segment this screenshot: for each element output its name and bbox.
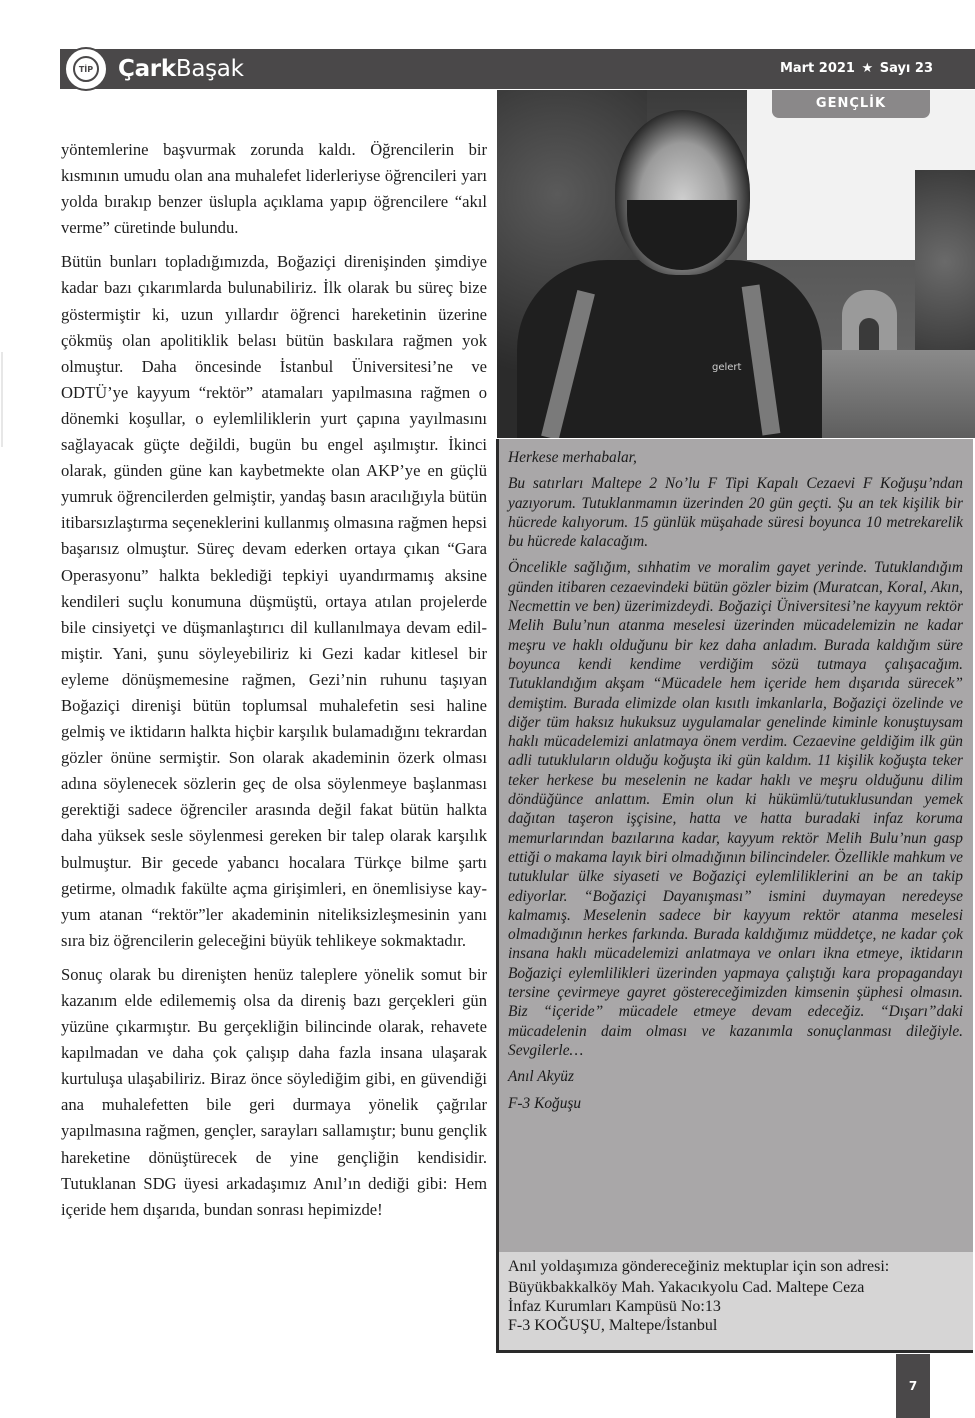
party-seal-icon [64,47,108,91]
article-body [61,137,487,1231]
address-line-1: Büyükbakkalköy Mah. Yakacıkyolu Cad. Maltepe Ceza [508,1278,865,1296]
mailing-address [496,1252,973,1353]
brand-name [118,56,244,82]
letter-paragraph: Bu satırları Maltepe 2 No’lu F Tipi Kapalı Cezaevi F Koğuşu’ndan yazıyorum. Tutuklanmamın üzerinden 20 gün geçti. Şu an tek kişilik bir hücrede kalıyorum. 15 günlük müşahade süresi boyunca 10 metrekarelik bu hücrede kalacağım. [508,475,963,551]
address-line-2: İnfaz Kurumları Kampüsü No:13 [508,1297,721,1315]
brand-part-2: Başak [175,56,244,82]
issue-info [780,49,933,89]
photo-gate [842,290,897,350]
star-icon: ★ [861,61,874,76]
issue-number: Sayı 23 [879,61,933,76]
photo-shirt-brand: gelert [712,362,742,373]
letter-signature-ward: F-3 Koğuşu [508,1094,582,1112]
article-paragraph: yöntemlerine başvurmak zorunda kaldı. Öğrencilerin bir kısmının umudu olan ana muhalefet liderleriyse öğrencileri yarı yolda bırakıp benzer üslupla açıklama yapıp öğrencilere “akıl verme” cüretinde bulundu. [61,140,487,238]
brand-part-1: Çark [118,56,176,82]
issue-date: Mart 2021 [779,61,855,76]
section-tab: GENÇLİK [772,90,930,118]
article-paragraph: Bütün bunları topladığımızda, Boğaziçi direnişinden şimdiye kadar bazı çıkarımlarda bulunabiliriz. İlk olarak bu süreç bize göstermiştir ki, uzun yıllardır öğrenci hareketinin üzerine çökmüş olan apolitiklik belası bütün baskılara rağmen yok olmuştur. Daha öncesinde İstanbul Üniversitesi’ne ve ODTÜ’ye kayyum “rektör” atamaları yapılmasına rağmen o dönemki koşullar, o eylemliliklerin yurt çapına yayılmasını sağlayacak güçte değildi, bugün bu engel aşılmıştır. İkinci olarak, günden güne kan kaybetmekte olan AKP’ye en güçlü yumruk öğrencilerden gelmiştir, yandaş basın aracılığıyla bütün itibarsızlaştırma seçeneklerini kullanmış olmasına rağmen hepsi başarısız olmuştur. Süreç devam ederken ortaya çıkan “Gara Operasyonu” halkta beklediği tepkiyi uyandırmamış aksine kendileri suçlu konumuna düşmüştü, ortaya atılan projelerde bile cinsiyetçi ve düşmanlaştırıcı dil kullanılmaya devam edilmiştir. Yani, şunu söyleyebiliriz ki Gezi kadar kitlesel bir eyleme dönüşmemesine rağmen, Gezi’nin ruhunu taşıyan Boğaziçi direnişi bütün toplumsal muhalefetin sesi haline gelmiş ve iktidarın halkta hiçbir karşılık bulamadığını tekrardan gözler önüne sermiştir. Son olarak akademinin özerk olması adına söylenecek sözlerin geç de olsa söylenmeye başlanması gerektiği sadece öğrenciler arasında değil fakat bütün halkta daha yüksek sesle söylenmesi gereken bir talep olarak karşılık bulmuştur. Bir gecede yabancı hocalara Türkçe bilme şartı getirme, olmadık fakülte açma girişimleri, en önemlisiyse kayyum atanan “rektör”ler akademinin niteliksizleşmesinin yanı sıra biz öğrencilerin geleceğini büyük tehlikeye sokmaktadır. [61,252,487,950]
seal-text: TİP [73,56,99,82]
letter-paragraph: Öncelikle sağlığım, sıhhatim ve moralim gayet yerinde. Tutuklandığım günden itibaren cezaevindeki bütün gözler bizim (Muratcan, Koral, Akın, Necmettin ve ben) üzerimizdeydi. Boğaziçi Üniversitesi’ne kayyum rektör Melih Bulu’nun atanma meselesi üzerinden mücadelemizin ne kadar meşru ve haklı olduğunu bir kez daha anladım. Burada kaldığım süre boyunca kendi kendime verdiğim sözü tutmaya çalışacağım. Tutuklandığım akşam “Mücadele hem içeride hem dışarıda sürecek” demiştim. Burada elimizde olan kısıtlı imkanlarla, Boğaziçi özelinde ve diğer tüm haksız hukuksuz uygulamalar genelinde kiminle konuştuysam haklı mücadelemizi anlatmaya önem verdim. Cezaevine geldiğim ilk gün adli tutukluların olduğu koğuşta iki gün kaldım. 11 kişilik koğuşta teker teker herkese bu meselenin ne kadar haklı ve meşru olduğunu dilim döndüğünce anlattım. Emin olun ki hükümlü/tutuklusundan yemek dağıtan taşeron işçisine, hatta ve hatta buradaki infaz koruma memurlarından bazılarına kadar, kayyum rektör Melih Bulu’nun gasp ettiği o makama layık biri olmadığının bilincindeler. Özellikle mahkum ve tutuklular ülke siyaseti ve Boğaziçi eylemliliklerini an be an takip ediyorlar. “Boğaziçi Dayanışması” ismini duymayan neredeyse kalmamış. Meselenin sadece bir kayyum rektör atanma meselesi olmadığının herkes farkında. Burada kaldığımız müddetçe, ne kadar çok insana haklı mücadelemizi anlatmaya ve onları ikna etmeye, iktidarın Boğaziçi eylemlilikleri üzerinden yapmaya çalıştığı kara propagandayı tersine çevirmeye gayret göstereceğimizden kimsenin şüphesi olmasın. Biz “içeride” mücadele etmeye devam edeceğiz. “Dışarı”daki mücadelenin daim olması ve kazanımla sonuçlanması dileğiyle. Sevgilerle… [508,559,963,1059]
article-paragraph: Sonuç olarak bu direnişten henüz taleplere yönelik somut bir kazanım elde edilememiş olsa da direniş bazı gerçekleri gün yüzüne çıkarmıştır. Bu gerçekliğin bilincinde olarak, rehavete kapılmadan ve daha çok çalışıp daha fazla insana ulaşarak kurtuluşa ulaşabiliriz. Biraz önce söylediğim gibi, en güvendiği ana muhalefetten bile geri durmaya yönelik çağrılar yapılmasına rağmen, gençler, sarayları sallamıştır; bunu gençlik hareketine dönüştürecek de yine gençliğin kendisidir. Tutuklanan SDG üyesi arkadaşımız Anıl’ın dediği gibi: Hem içeride hem dışarıda, bundan sonrası hepimizde! [61,964,487,1219]
margin-line [1,352,3,447]
address-intro: Anıl yoldaşımıza göndereceğiniz mektuplar için son adresi: [508,1258,890,1275]
letter-greeting: Herkese merhabalar, [508,449,637,466]
prison-letter [496,439,973,1252]
address-line-3: F-3 KOĞUŞU, Maltepe/İstanbul [508,1316,718,1334]
logo [64,45,244,93]
letter-signature-name: Anıl Akyüz [508,1068,574,1086]
page-number: 7 [896,1354,930,1418]
portrait-photo [497,90,975,438]
photo-road [817,350,975,438]
